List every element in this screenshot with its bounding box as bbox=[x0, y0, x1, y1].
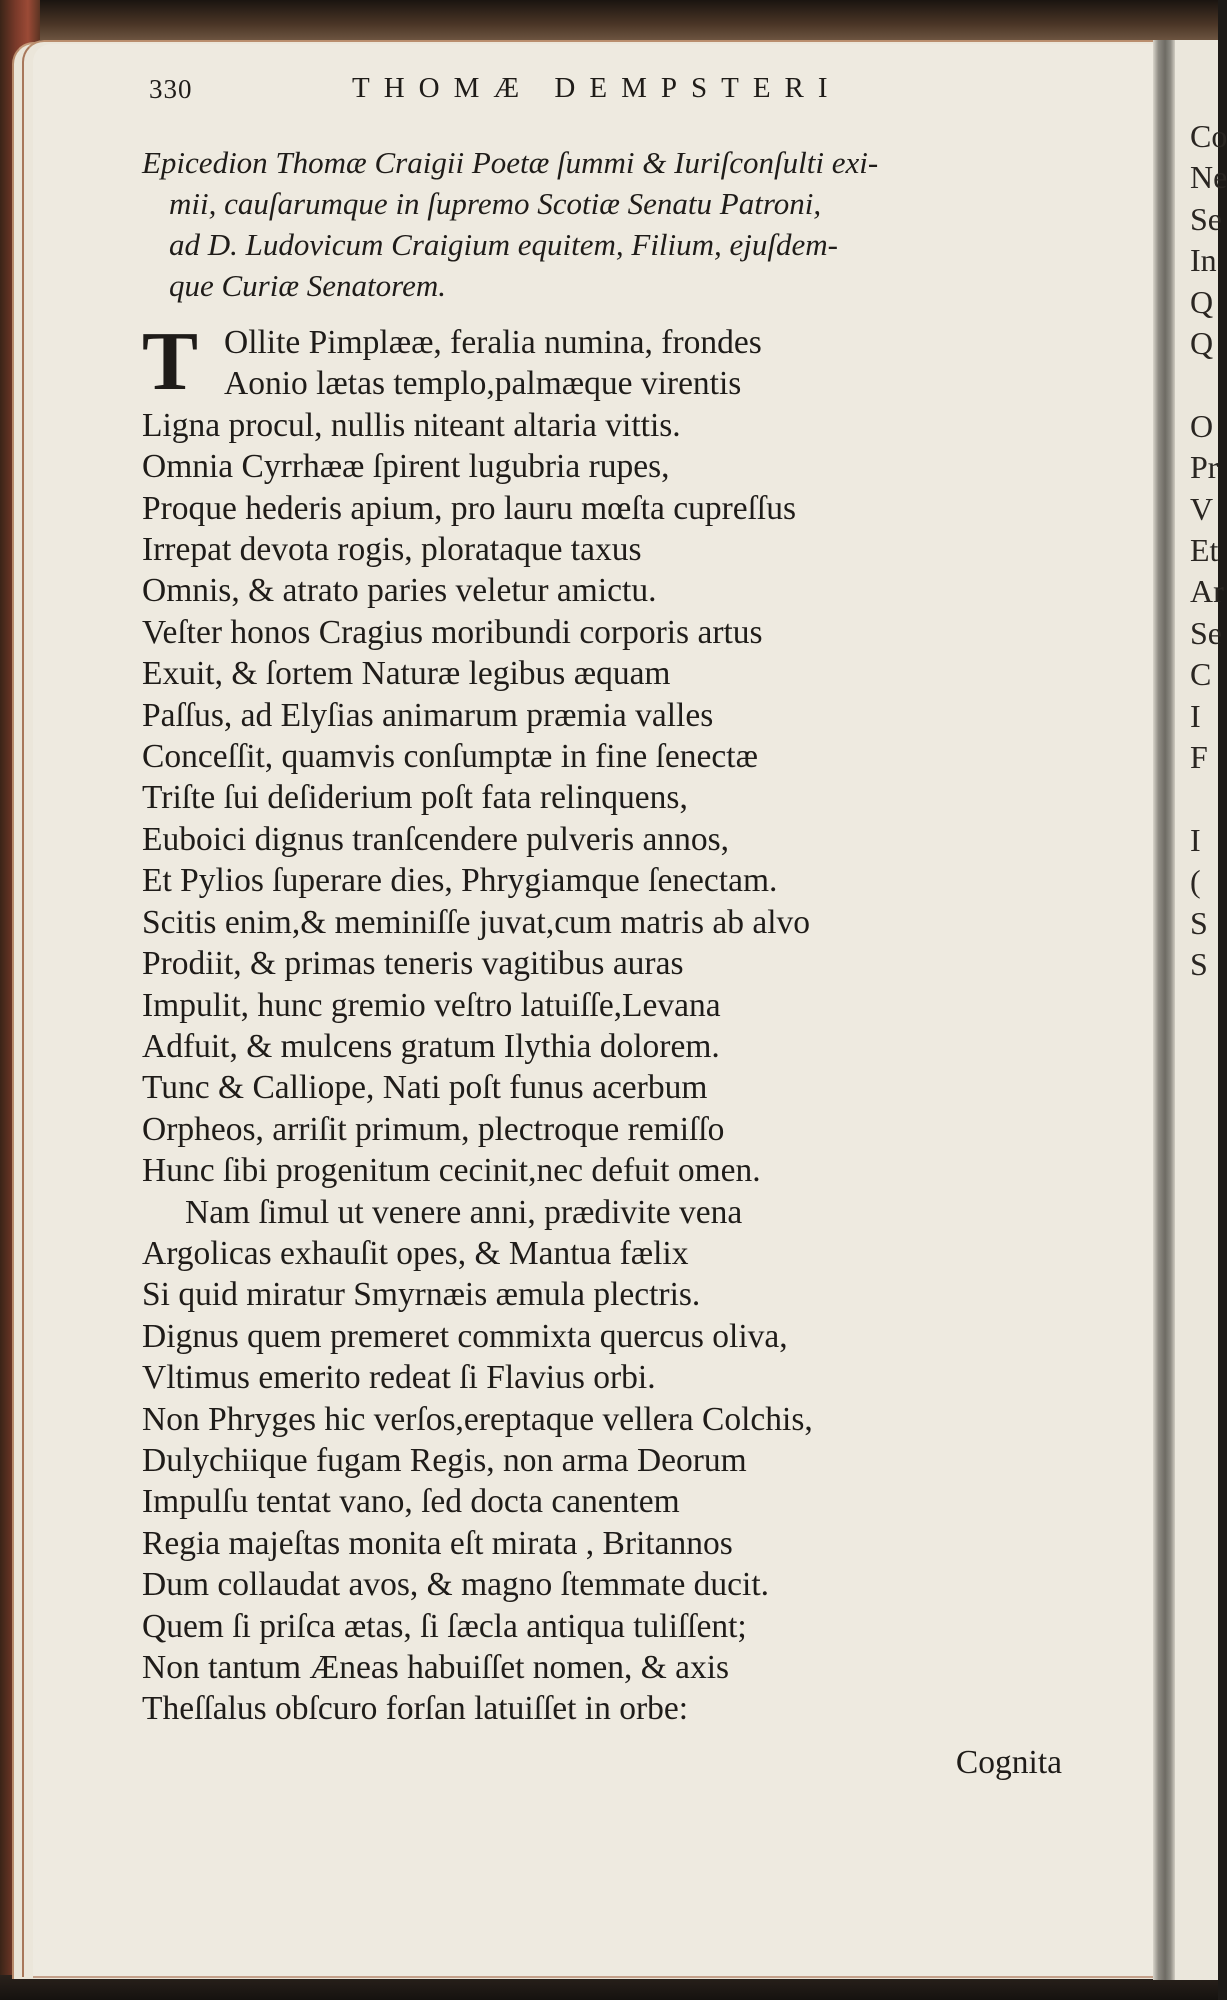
page-gutter bbox=[1153, 40, 1175, 1980]
facing-page-line-fragment: V bbox=[1190, 490, 1214, 527]
verse-line: Argolicas exhauſit opes, & Mantua fælix bbox=[142, 1234, 689, 1272]
verse-line: Irrepat devota rogis, plorataque taxus bbox=[142, 531, 642, 569]
verse-line: Aonio lætas templo,palmæque virentis bbox=[224, 365, 742, 403]
facing-page-line-fragment: Q bbox=[1190, 325, 1214, 361]
drop-cap: T bbox=[142, 315, 199, 408]
facing-page-line-fragment: Se bbox=[1190, 200, 1222, 237]
verse-line: Orpheos, arriſit primum, plectroque remiſſo bbox=[142, 1110, 725, 1148]
running-title: THOMÆ DEMPSTERI bbox=[352, 72, 842, 104]
verse-line: Quem ſi priſca ætas, ſi ſæcla antiqua tuliſſent; bbox=[142, 1607, 747, 1645]
verse-line: Si quid miratur Smyrnæis æmula plectris. bbox=[142, 1276, 701, 1314]
poem-body bbox=[142, 315, 1062, 1783]
facing-page-line-fragment: F bbox=[1190, 739, 1208, 775]
verse-line: Dignus quem premeret commixta quercus oliva, bbox=[142, 1317, 788, 1355]
page-content bbox=[142, 72, 1062, 1783]
poem-heading bbox=[142, 142, 1062, 306]
verse-line: Dum collaudat avos, & magno ſtemmate ducit. bbox=[142, 1566, 770, 1604]
page-number: 330 bbox=[149, 74, 193, 104]
verse-line: Triſte ſui deſiderium poſt fata relinquens, bbox=[142, 779, 688, 817]
verse-line: Omnis, & atrato paries veletur amictu. bbox=[142, 572, 657, 610]
verse-line: Conceſſit, quamvis conſumptæ in fine ſenectæ bbox=[142, 738, 758, 776]
verse-line: Impulſu tentat vano, ſed docta canentem bbox=[142, 1483, 680, 1521]
verse-line: Vltimus emerito redeat ſi Flavius orbi. bbox=[142, 1359, 656, 1397]
verse-line: Nam ſimul ut venere anni, prædivite vena bbox=[185, 1193, 743, 1231]
verse-line: Regia majeſtas monita eſt mirata , Britannos bbox=[142, 1524, 733, 1562]
facing-page-line-fragment: Se bbox=[1190, 614, 1222, 651]
opening-verses bbox=[142, 315, 1062, 408]
verse-line: Exuit, & ſortem Naturæ legibus æquam bbox=[142, 655, 671, 693]
facing-page-line-fragment: Ar bbox=[1190, 573, 1224, 610]
facing-page-line-fragment: Pr bbox=[1190, 449, 1219, 486]
facing-page-line-fragment: Q bbox=[1190, 283, 1214, 320]
verse-line: Omnia Cyrrhææ ſpirent lugubria rupes, bbox=[142, 448, 670, 486]
facing-page-line-fragment: S bbox=[1190, 904, 1208, 941]
verse-line: Proque hederis apium, pro lauru mœſta cupreſſus bbox=[142, 489, 797, 527]
facing-page-line-fragment: S bbox=[1190, 946, 1208, 982]
running-head bbox=[142, 72, 1062, 112]
heading-line: Epicedion Thomæ Craigii Poetæ ſummi & Iuriſconſulti exi- bbox=[142, 145, 879, 180]
facing-page-line-fragment: O bbox=[1190, 407, 1214, 444]
verse-line: Scitis enim,& meminiſſe juvat,cum matris ab alvo bbox=[142, 903, 811, 941]
verse-line: Euboici dignus tranſcendere pulveris annos, bbox=[142, 820, 730, 858]
verse-line: Et Pylios ſuperare dies, Phrygiamque ſenectam. bbox=[142, 862, 778, 900]
facing-page-line-fragment: ( bbox=[1190, 863, 1201, 900]
heading-line: ad D. Ludovicum Craigium equitem, Filium, ejuſdem- bbox=[169, 227, 838, 262]
verse-line: Non tantum Æneas habuiſſet nomen, & axis bbox=[142, 1649, 730, 1686]
verse-line: Non Phryges hic verſos,ereptaque vellera Colchis, bbox=[142, 1400, 813, 1438]
verse-line: Hunc ſibi progenitum cecinit,nec defuit omen. bbox=[142, 1152, 761, 1190]
facing-page-line-fragment: I bbox=[1190, 697, 1201, 734]
verse-line: Theſſalus obſcuro forſan latuiſſet in orbe: bbox=[142, 1690, 689, 1728]
verse-line: Tunc & Calliope, Nati poſt funus acerbum bbox=[142, 1069, 708, 1107]
facing-page-line-fragment: Et bbox=[1190, 532, 1219, 568]
facing-page-line-fragment: In bbox=[1190, 242, 1217, 279]
verse-line: Paſſus, ad Elyſias animarum præmia valles bbox=[142, 696, 714, 734]
verse-line: Impulit, hunc gremio veſtro latuiſſe,Levana bbox=[142, 986, 721, 1024]
verse-line: Ligna procul, nullis niteant altaria vittis. bbox=[142, 406, 681, 444]
facing-page-line-fragment: Co bbox=[1190, 118, 1227, 154]
verse-line: Ollite Pimplææ, feralia numina, frondes bbox=[224, 324, 762, 361]
facing-page-line-fragment: Ne bbox=[1190, 159, 1227, 196]
facing-page-line-fragment: I bbox=[1190, 821, 1201, 858]
verse-line: Adfuit, & mulcens gratum Ilythia dolorem. bbox=[142, 1027, 720, 1065]
heading-line: que Curiæ Senatorem. bbox=[169, 268, 446, 303]
binding-top-edge bbox=[0, 0, 1218, 40]
verse-line: Veſter honos Cragius moribundi corporis artus bbox=[142, 613, 763, 651]
facing-page-fragment bbox=[1175, 40, 1227, 1980]
facing-page-line-fragment: C bbox=[1190, 656, 1212, 693]
heading-line: mii, cauſarumque in ſupremo Scotiæ Senatu Patroni, bbox=[169, 186, 822, 221]
catchword: Cognita bbox=[955, 1743, 1062, 1781]
verse-line: Prodiit, & primas teneris vagitibus auras bbox=[142, 945, 684, 983]
verse-line: Dulychiique fugam Regis, non arma Deorum bbox=[142, 1441, 747, 1479]
